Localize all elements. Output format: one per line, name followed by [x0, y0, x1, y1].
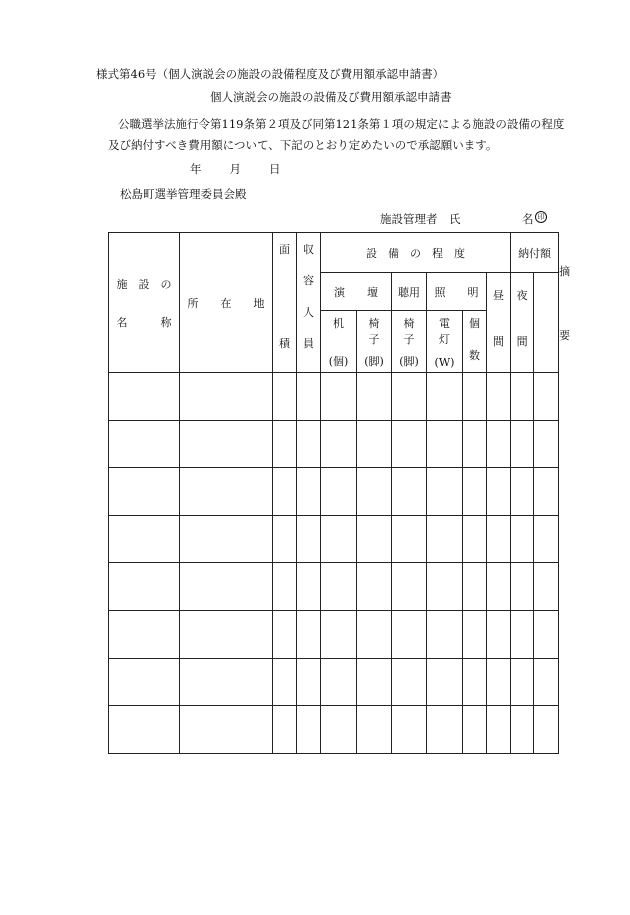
table-cell[interactable]: [534, 706, 559, 754]
podium-header: 演 壇: [321, 273, 392, 311]
table-cell[interactable]: [321, 420, 357, 468]
table-cell[interactable]: [180, 658, 273, 706]
chair-2-label-b: 子: [403, 333, 415, 346]
table-cell[interactable]: [321, 610, 357, 658]
facility-name-label-2: 名 称: [116, 315, 172, 329]
form-number: 様式第46号（個人演説会の施設の設備程度及び費用額承認申請書）: [96, 67, 445, 81]
table-row: [109, 468, 559, 516]
lamp-label-b: 灯: [439, 333, 450, 346]
table-cell[interactable]: [534, 563, 559, 611]
night-label-bottom: 間: [516, 335, 528, 348]
table-cell[interactable]: [487, 468, 511, 516]
table-cell[interactable]: [427, 515, 463, 563]
date-year-label: 年: [190, 162, 202, 176]
table-cell[interactable]: [392, 610, 427, 658]
table-cell[interactable]: [273, 706, 297, 754]
chair-1-header: [357, 311, 392, 373]
table-cell[interactable]: [392, 373, 427, 421]
table-cell[interactable]: [511, 468, 534, 516]
fee-header: 納付額: [511, 233, 559, 273]
table-cell[interactable]: [321, 563, 357, 611]
chair-2-label-a: 椅: [403, 317, 415, 330]
addressee: 松島町選挙管理委員会殿: [120, 187, 247, 201]
facility-manager-label: 施設管理者 氏: [380, 212, 461, 226]
table-cell[interactable]: [427, 468, 463, 516]
equipment-header: 設 備 の 程 度: [321, 233, 511, 273]
table-row: [109, 658, 559, 706]
facility-name-label-1: 施 設 の: [116, 277, 172, 291]
count-label-top: 個: [469, 317, 480, 330]
table-cell[interactable]: [392, 420, 427, 468]
lighting-header: 照 明: [427, 273, 487, 311]
seal-icon: 印: [535, 211, 547, 223]
table-cell[interactable]: [534, 610, 559, 658]
date-line: [190, 161, 281, 177]
table-cell[interactable]: [321, 706, 357, 754]
table-cell[interactable]: [321, 468, 357, 516]
table-cell[interactable]: [357, 706, 392, 754]
night-header: [511, 273, 534, 373]
capacity-label-3: 人: [303, 305, 314, 319]
table-cell[interactable]: [180, 706, 273, 754]
table-row: [109, 515, 559, 563]
table-cell[interactable]: [463, 468, 487, 516]
table-cell[interactable]: [357, 563, 392, 611]
application-table: 施 設 の 名 称 所 在 地 面 積 収 容 人 員 設 備 の 程 度 納付額 摘 要 演 壇 聴用 照 明 昼 間 夜 間 机 (個) 椅 子 (脚) 椅 子 (脚) 電 灯 (W) 個 数: [108, 232, 559, 754]
table-cell[interactable]: [511, 515, 534, 563]
table-cell[interactable]: [487, 706, 511, 754]
table-cell[interactable]: [180, 420, 273, 468]
day-label-top: 昼: [493, 289, 505, 302]
chair-2-unit: (脚): [399, 355, 419, 368]
table-cell[interactable]: [180, 515, 273, 563]
table-cell[interactable]: [297, 563, 321, 611]
table-cell[interactable]: [511, 658, 534, 706]
table-cell[interactable]: [180, 468, 273, 516]
night-label-top: 夜: [516, 289, 528, 302]
body-text-line-1: 公職選挙法施行令第119条第２項及び同第121条第１項の規定による施設の設備の程度: [118, 117, 565, 131]
day-header: [487, 273, 511, 373]
table-cell[interactable]: [463, 515, 487, 563]
table-cell[interactable]: [357, 515, 392, 563]
table-cell[interactable]: [109, 658, 180, 706]
table-cell[interactable]: [487, 420, 511, 468]
table-cell[interactable]: [534, 515, 559, 563]
lamp-unit: (W): [434, 356, 455, 369]
table-cell[interactable]: [180, 610, 273, 658]
desk-unit: (個): [328, 355, 349, 368]
table-cell[interactable]: [297, 610, 321, 658]
table-cell[interactable]: [392, 658, 427, 706]
table-cell[interactable]: [109, 706, 180, 754]
table-cell[interactable]: [180, 563, 273, 611]
table-cell[interactable]: [357, 610, 392, 658]
table-cell[interactable]: [357, 658, 392, 706]
capacity-header: [297, 233, 321, 373]
lamp-label-a: 電: [439, 317, 450, 330]
table-cell[interactable]: [463, 658, 487, 706]
table-cell[interactable]: [357, 420, 392, 468]
table-cell[interactable]: [463, 420, 487, 468]
table-cell[interactable]: [487, 658, 511, 706]
table-cell[interactable]: [463, 610, 487, 658]
table-cell[interactable]: [463, 373, 487, 421]
table-cell[interactable]: [321, 658, 357, 706]
manager-name-label: 名: [522, 212, 534, 226]
table-cell[interactable]: [427, 610, 463, 658]
table-cell[interactable]: [109, 563, 180, 611]
table-cell[interactable]: [273, 515, 297, 563]
table-cell[interactable]: [297, 515, 321, 563]
desk-header: [321, 311, 357, 373]
table-cell[interactable]: [273, 563, 297, 611]
facility-name-header: [109, 233, 180, 373]
date-month-label: 月: [229, 162, 241, 176]
table-cell[interactable]: [357, 373, 392, 421]
table-cell[interactable]: [427, 420, 463, 468]
table-cell[interactable]: [487, 515, 511, 563]
table-cell[interactable]: [297, 468, 321, 516]
table-cell[interactable]: [534, 468, 559, 516]
capacity-label-2: 容: [303, 274, 314, 288]
table-cell[interactable]: [463, 706, 487, 754]
table-cell[interactable]: [357, 468, 392, 516]
capacity-label-4: 員: [303, 336, 314, 350]
day-label-bottom: 間: [493, 335, 505, 348]
table-cell[interactable]: [487, 610, 511, 658]
table-cell[interactable]: [392, 468, 427, 516]
table-cell[interactable]: [487, 563, 511, 611]
table-cell[interactable]: [273, 420, 297, 468]
table-row: [109, 373, 559, 421]
table-cell[interactable]: [273, 468, 297, 516]
table-cell[interactable]: [427, 706, 463, 754]
table-cell[interactable]: [273, 610, 297, 658]
table-cell[interactable]: [392, 515, 427, 563]
count-label-bottom: 数: [469, 349, 480, 362]
count-header: [463, 311, 487, 373]
table-cell[interactable]: [534, 420, 559, 468]
table-cell[interactable]: [427, 563, 463, 611]
area-label-bottom: 積: [279, 337, 290, 350]
table-cell[interactable]: [180, 373, 273, 421]
table-cell[interactable]: [109, 515, 180, 563]
lamp-header: [427, 311, 463, 373]
table-cell[interactable]: [109, 610, 180, 658]
table-cell[interactable]: [321, 515, 357, 563]
chair-1-label-b: 子: [368, 333, 380, 346]
table-row: [109, 706, 559, 754]
table-cell[interactable]: [297, 420, 321, 468]
table-row: [109, 610, 559, 658]
table-cell[interactable]: [109, 373, 180, 421]
table-cell[interactable]: [297, 373, 321, 421]
desk-label: 机: [333, 317, 344, 330]
table-cell[interactable]: [273, 373, 297, 421]
table-cell[interactable]: [273, 658, 297, 706]
table-cell[interactable]: [321, 373, 357, 421]
location-header: 所 在 地: [180, 233, 273, 373]
table-cell[interactable]: [534, 658, 559, 706]
table-cell[interactable]: [463, 563, 487, 611]
capacity-label-1: 収: [303, 243, 314, 256]
table-cell[interactable]: [297, 706, 321, 754]
table-cell[interactable]: [511, 373, 534, 421]
table-cell[interactable]: [297, 658, 321, 706]
chair-1-label-a: 椅: [368, 317, 380, 330]
table-cell[interactable]: [511, 563, 534, 611]
table-cell[interactable]: [392, 706, 427, 754]
table-cell[interactable]: [427, 658, 463, 706]
table-cell[interactable]: [511, 706, 534, 754]
audience-header: 聴用: [392, 273, 427, 311]
table-row: [109, 420, 559, 468]
table-cell[interactable]: [511, 420, 534, 468]
chair-1-unit: (脚): [364, 355, 384, 368]
area-header: [273, 233, 297, 373]
area-label-top: 面: [279, 243, 290, 256]
document-title: 個人演説会の施設の設備及び費用額承認申請書: [210, 90, 452, 104]
table-row: [109, 563, 559, 611]
table-cell[interactable]: [511, 610, 534, 658]
table-cell[interactable]: [427, 373, 463, 421]
date-day-label: 日: [269, 162, 281, 176]
table-cell[interactable]: [487, 373, 511, 421]
table-cell[interactable]: [109, 420, 180, 468]
table-cell[interactable]: [534, 373, 559, 421]
body-text-line-2: 及び納付すべき費用額について、下記のとおり定めたいので承認願います。: [108, 138, 498, 152]
table-cell[interactable]: [109, 468, 180, 516]
chair-2-header: [392, 311, 427, 373]
table-cell[interactable]: [392, 563, 427, 611]
